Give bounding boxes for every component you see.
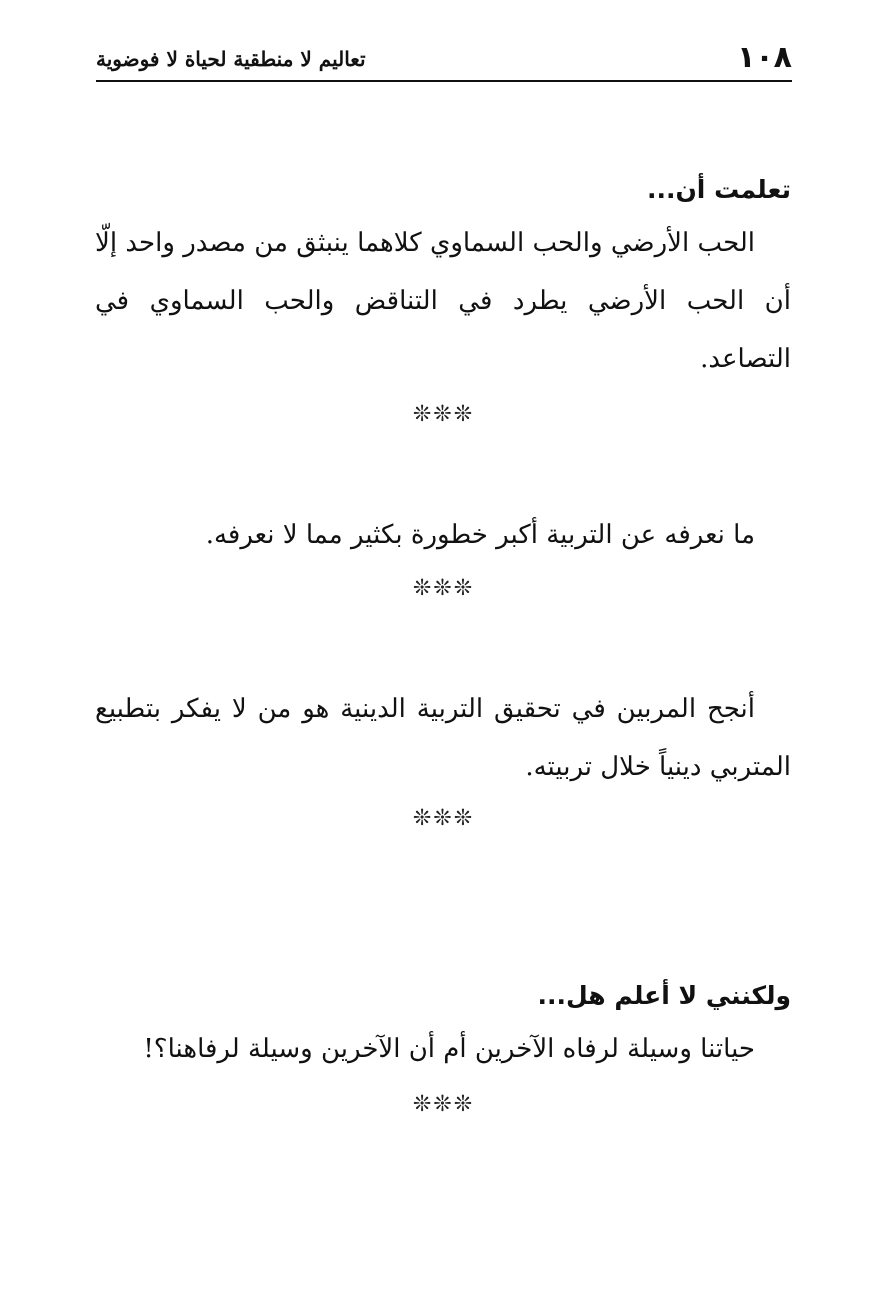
separator-ornament: ❊❊❊ (412, 402, 475, 427)
paragraph-education-knowledge: ما نعرفه عن التربية أكبر خطورة بكثير مما لا نعرفه. (205, 520, 755, 550)
section-heading-learned: تعلمت أن... (646, 175, 791, 204)
paragraph-life-question: حياتنا وسيلة لرفاه الآخرين أم أن الآخرين وسيلة لرفاهنا؟! (143, 1034, 755, 1064)
separator-ornament: ❊❊❊ (412, 806, 475, 831)
running-title: تعاليم لا منطقية لحياة لا فوضوية (96, 47, 366, 71)
paragraph-love: الحب الأرضي والحب السماوي كلاهما ينبثق من مصدر واحد إلّا أن الحب الأرضي يطرد في التناقض والحب السماوي في التصاعد. (95, 228, 791, 374)
paragraph-religious-education: أنجح المربين في تحقيق التربية الدينية هو من لا يفكر بتطبيع المتربي دينياً خلال تربيته. (95, 694, 791, 782)
separator-ornament: ❊❊❊ (412, 1092, 475, 1117)
section-heading-do-not-know: ولكنني لا أعلم هل... (537, 981, 791, 1010)
page-header (96, 36, 792, 82)
page-number: ١٠٨ (737, 40, 792, 75)
separator-ornament: ❊❊❊ (412, 576, 475, 601)
